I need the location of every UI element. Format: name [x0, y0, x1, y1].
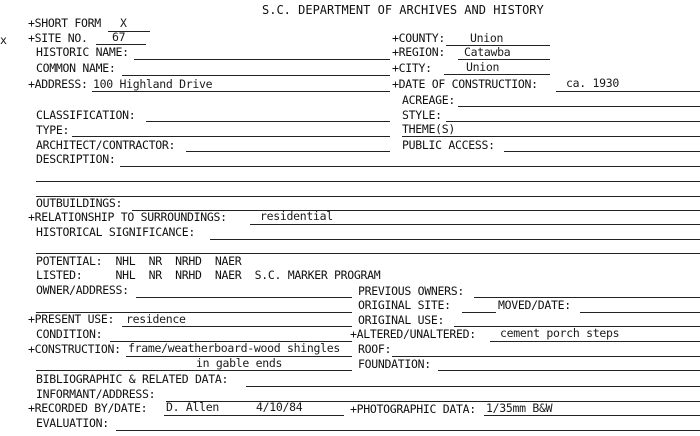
public-access-line: [504, 151, 700, 152]
bibliographic-label: BIBLIOGRAPHIC & RELATED DATA:: [36, 372, 229, 386]
common-name-line: [122, 75, 390, 76]
short-form-value: X: [120, 16, 127, 30]
acreage-label: ACREAGE:: [402, 93, 455, 107]
altered-value: cement porch steps: [500, 326, 620, 340]
city-value: Union: [466, 60, 500, 74]
bibliographic-line: [246, 386, 700, 387]
relationship-line: [250, 224, 700, 225]
original-site-line: [462, 312, 496, 313]
recorded-by-value: D. Allen: [166, 400, 219, 414]
listed-label: LISTED: NHL NR NRHD NAER S.C. MARKER PROGRAM: [36, 268, 381, 282]
roof-label: ROOF:: [358, 342, 392, 356]
present-use-value: residence: [126, 312, 186, 326]
acreage-line: [458, 106, 700, 107]
outbuildings-label: OUTBUILDINGS:: [36, 196, 123, 210]
region-value: Catawba: [464, 45, 511, 59]
date-construction-line: [556, 91, 700, 92]
historic-name-line: [134, 59, 390, 60]
description-line-3: [36, 196, 700, 197]
address-line: [92, 91, 390, 92]
margin-mark: x: [0, 33, 7, 47]
public-access-label: PUBLIC ACCESS:: [402, 138, 495, 152]
evaluation-label: EVALUATION:: [36, 416, 109, 430]
date-construction-label: +DATE OF CONSTRUCTION:: [392, 77, 538, 91]
relationship-value: residential: [260, 209, 333, 223]
owner-address-line: [136, 297, 352, 298]
photographic-line: [484, 415, 700, 416]
site-no-label: +SITE NO.: [28, 31, 88, 45]
region-label: +REGION:: [392, 45, 445, 59]
address-value: 100 Highland Drive: [93, 77, 213, 91]
evaluation-line: [116, 430, 700, 431]
short-form-label: +SHORT FORM: [28, 16, 101, 30]
classification-label: CLASSIFICATION:: [36, 108, 136, 122]
county-value: Union: [470, 31, 504, 45]
foundation-line: [438, 370, 700, 371]
description-line-1: [120, 166, 700, 167]
foundation-label: FOUNDATION:: [358, 357, 431, 371]
altered-line: [490, 341, 700, 342]
type-label: TYPE:: [36, 123, 70, 137]
themes-line: [402, 136, 700, 137]
type-line: [72, 136, 390, 137]
description-line-2: [36, 181, 700, 182]
form-header: S.C. DEPARTMENT OF ARCHIVES AND HISTORY: [262, 3, 544, 17]
construction-line-2: [36, 370, 352, 371]
county-label: +COUNTY:: [392, 31, 445, 45]
address-label: +ADDRESS:: [28, 77, 88, 91]
original-site-label: ORIGINAL SITE:: [358, 298, 451, 312]
moved-date-line: [580, 312, 700, 313]
historic-name-label: HISTORIC NAME:: [36, 45, 129, 59]
present-use-line: [122, 326, 352, 327]
architect-label: ARCHITECT/CONTRACTOR:: [36, 138, 176, 152]
city-line: [444, 74, 550, 75]
description-label: DESCRIPTION:: [36, 152, 116, 166]
condition-label: CONDITION:: [36, 327, 103, 341]
construction-label: +CONSTRUCTION:: [28, 342, 121, 356]
altered-label: +ALTERED/UNALTERED:: [350, 327, 476, 341]
date-construction-value: ca. 1930: [566, 76, 619, 90]
original-use-label: ORIGINAL USE:: [358, 313, 445, 327]
informant-label: INFORMANT/ADDRESS:: [36, 387, 156, 401]
present-use-label: +PRESENT USE:: [28, 312, 115, 326]
architect-line: [186, 151, 390, 152]
construction-value-1: frame/weatherboard-wood shingles: [128, 341, 340, 355]
historical-significance-line-1: [210, 239, 700, 240]
moved-date-label: MOVED/DATE:: [498, 298, 571, 312]
site-no-value: 67: [112, 30, 126, 44]
recorded-by-label: +RECORDED BY/DATE:: [28, 401, 148, 415]
themes-label: THEME(S): [402, 122, 455, 136]
photographic-value: 1/35mm B&W: [486, 401, 553, 415]
historical-significance-label: HISTORICAL SIGNIFICANCE:: [36, 225, 195, 239]
common-name-label: COMMON NAME:: [36, 61, 116, 75]
potential-label: POTENTIAL: NHL NR NRHD NAER: [36, 254, 242, 268]
classification-line: [146, 121, 390, 122]
previous-owners-label: PREVIOUS OWNERS:: [358, 284, 464, 298]
style-line: [446, 121, 700, 122]
style-label: STYLE:: [402, 108, 442, 122]
city-label: +CITY:: [392, 61, 432, 75]
recorded-by-line: [164, 415, 344, 416]
relationship-label: +RELATIONSHIP TO SURROUNDINGS:: [28, 210, 227, 224]
owner-address-label: OWNER/ADDRESS:: [36, 283, 129, 297]
recorded-date-value: 4/10/84: [256, 400, 303, 414]
photographic-label: +PHOTOGRAPHIC DATA:: [350, 402, 476, 416]
roof-line: [392, 356, 700, 357]
construction-value-2: in gable ends: [196, 356, 283, 370]
